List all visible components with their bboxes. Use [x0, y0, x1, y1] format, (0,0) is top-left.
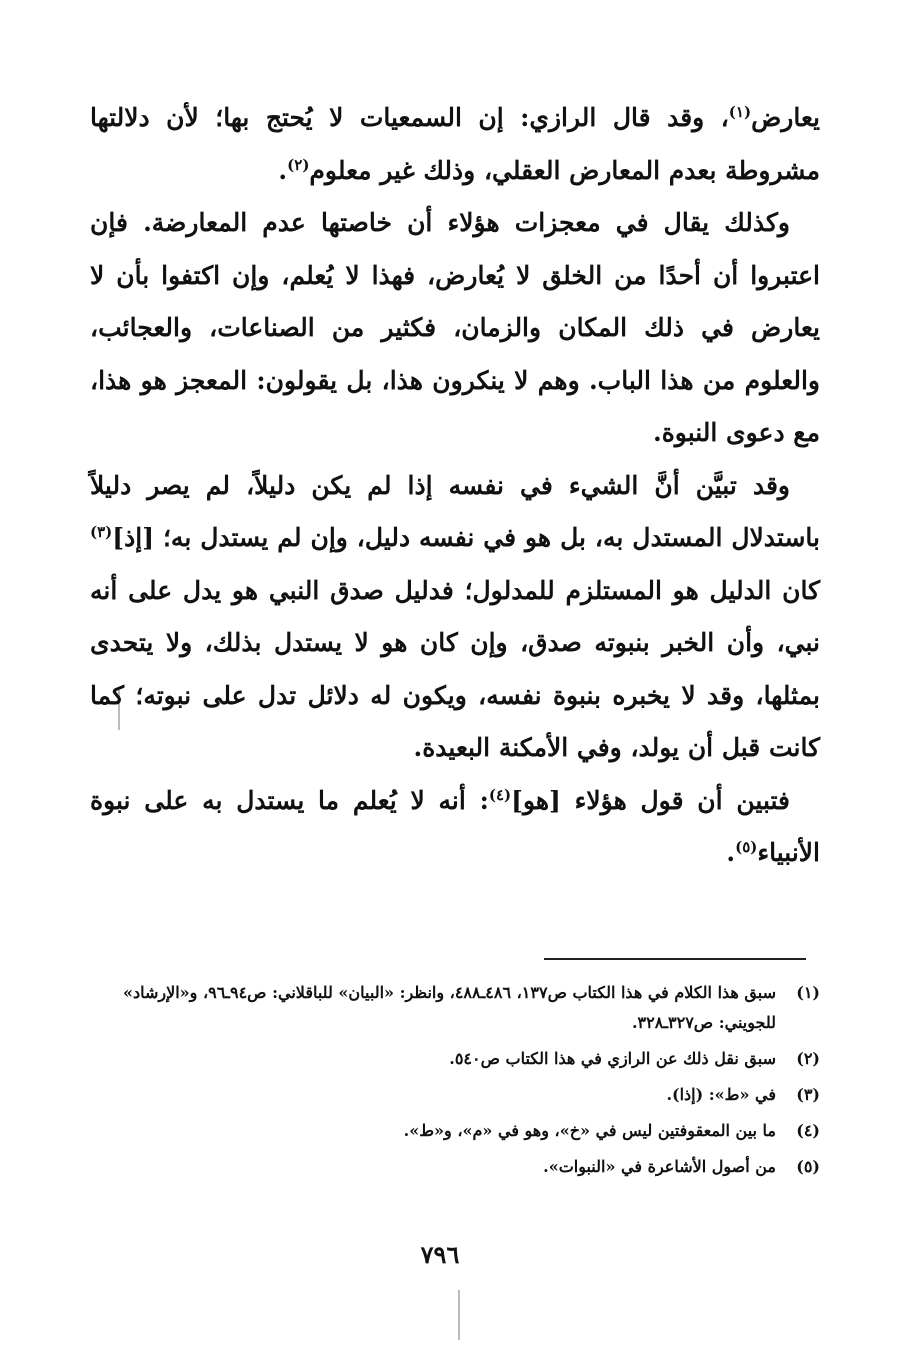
footnote-text: سبق نقل ذلك عن الرازي في هذا الكتاب ص٥٤٠. [449, 1049, 776, 1068]
footnote-text: من أصول الأشاعرة في «النبوات». [543, 1157, 776, 1176]
footnote-reference: (٥) [735, 838, 758, 856]
footnote-text: ما بين المعقوفتين ليس في «خ»، وهو في «م»، و«ط». [403, 1121, 776, 1140]
footnote [95, 1080, 820, 1110]
scan-artifact [458, 1290, 460, 1340]
text-run: ، وقد قال الرازي: إن السمعيات لا يُحتج بها؛ لأن دلالتها مشروطة بعدم المعارض العقلي، وذلك غير معلوم [90, 103, 820, 185]
footnote-number: (٣) [796, 1085, 820, 1104]
footnote-reference: (٤) [488, 785, 512, 804]
footnote-number: (٥) [796, 1157, 820, 1176]
footnote-number: (٢) [796, 1049, 820, 1068]
text-run: فتبين أن قول هؤلاء [هو] [511, 785, 790, 815]
footnote-reference: (٢) [287, 155, 310, 174]
page-number: ٧٩٦ [420, 1240, 460, 1269]
footnote [95, 1044, 820, 1074]
paragraph [90, 197, 820, 460]
text-run: : أنه لا يُعلم ما يستدل به على نبوة الأنبياء [90, 785, 820, 867]
paragraph [90, 775, 820, 880]
footnote [95, 978, 820, 1038]
footnote-number: (٤) [796, 1121, 820, 1140]
main-text [90, 92, 820, 880]
footnote-number: (١) [796, 983, 820, 1002]
footnote-text: في «ط»: (إذا). [666, 1085, 776, 1104]
paragraph [90, 460, 820, 775]
text-run: وكذلك يقال في معجزات هؤلاء أن خاصتها عدم المعارضة. فإن اعتبروا أن أحدًا من الخلق لا يُعارض، فهذا لا يُعلم، وإن اكتفوا بأن لا يعارض في ذلك المكان والزمان، فكثير من الصناعات، والعجائب، والعلوم من هذا الباب. وهم لا ينكرون هذا، بل يقولون: المعجز هو هذا، مع دعوى النبوة. [90, 208, 820, 447]
footnotes [95, 978, 820, 1182]
footnote-reference: (١) [728, 103, 752, 121]
text-run: . [278, 155, 288, 185]
footnote-text: سبق هذا الكلام في هذا الكتاب ص١٣٧، ٤٨٦ـ٤٨٨، وانظر: «البيان» للباقلاني: ص٩٤ـ٩٦، و«الإرشاد» للجويني: ص٣٢٧ـ٣٢٨. [122, 983, 776, 1032]
text-run: يعارض [751, 103, 820, 132]
footnote [95, 1152, 820, 1182]
footnote-separator [544, 958, 806, 960]
text-run: . [726, 838, 736, 867]
text-run: كان الدليل هو المستلزم للمدلول؛ فدليل صدق النبي هو يدل على أنه نبي، وأن الخبر بنبوته صدق، وإن كان هو لا يستدل بذلك، ولا يتحدى بمثلها، وقد لا يخبره بنبوة نفسه، ويكون له دلائل تدل على نبوته؛ كما كانت قبل أن يولد، وفي الأمكنة البعيدة. [90, 575, 820, 762]
text-run: وقد تبيَّن أنَّ الشيء في نفسه إذا لم يكن دليلاً، لم يصر دليلاً باستدلال المستدل به، بل هو في نفسه دليل، وإن لم يستدل به؛ [إذ] [90, 470, 820, 552]
footnote-reference: (٣) [90, 523, 113, 541]
paragraph [90, 92, 820, 197]
footnote [95, 1116, 820, 1146]
